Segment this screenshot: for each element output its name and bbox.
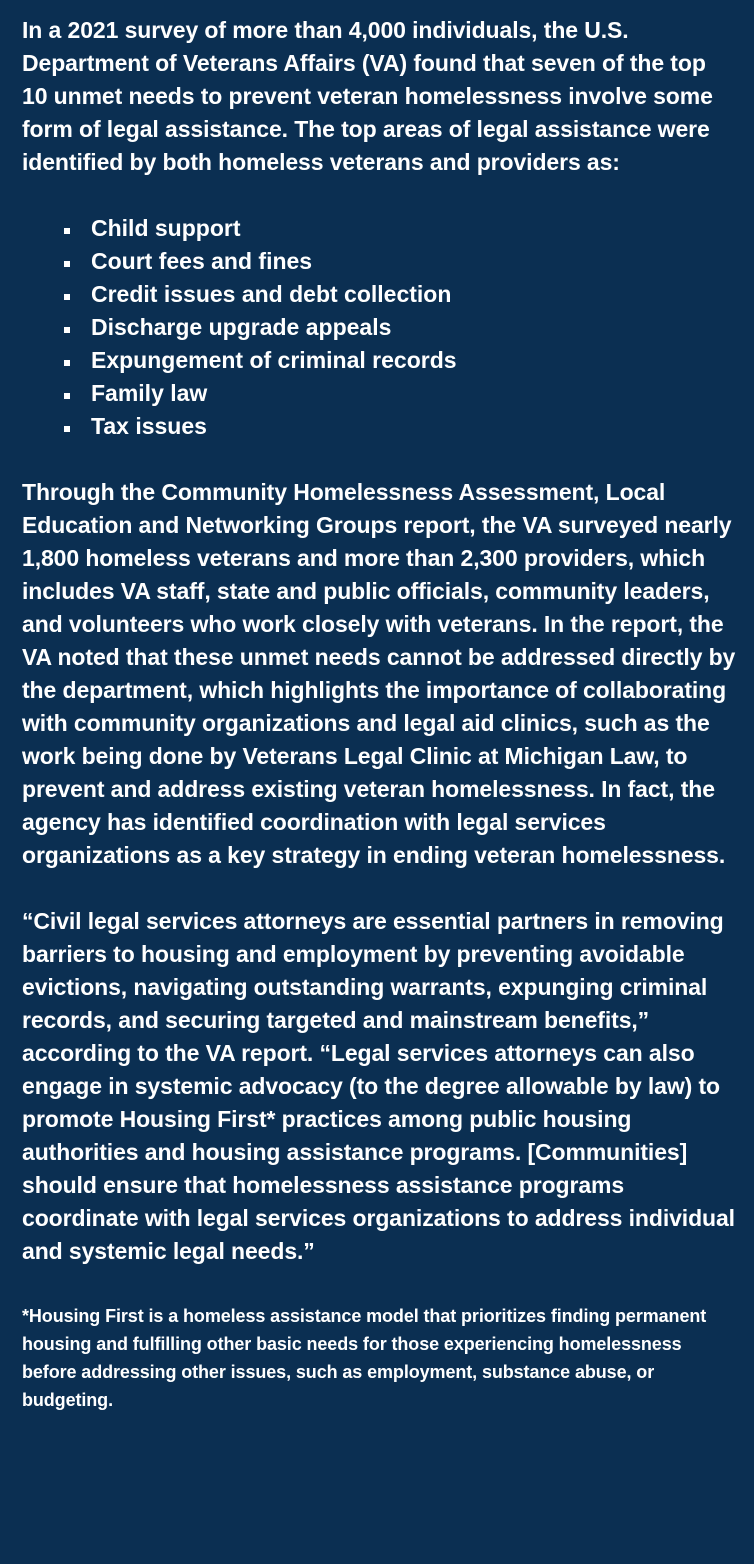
footnote: *Housing First is a homeless assistance model that prioritizes finding permanent housing and fulfilling other basic needs for those experiencing homelessness before addressing other issues, such as employment, substance abuse, or budgeting. <box>22 1306 707 1410</box>
paragraph-spacer <box>22 872 736 905</box>
intro-paragraph: In a 2021 survey of more than 4,000 individuals, the U.S. Department of Veterans Affairs (VA) found that seven of the top 10 unmet needs to prevent veteran homelessness involve some form of legal assistance. The top areas of legal assistance were identified by both homeless veterans and providers as: <box>22 17 713 175</box>
legal-needs-list <box>22 212 736 443</box>
list-item: Expungement of criminal records <box>62 344 736 377</box>
list-item: Court fees and fines <box>62 245 736 278</box>
report-paragraph: Through the Community Homelessness Assessment, Local Education and Networking Groups report, the VA surveyed nearly 1,800 homeless veterans and more than 2,300 providers, which includes VA staff, state and public officials, community leaders, and volunteers who work closely with veterans. In the report, the VA noted that these unmet needs cannot be addressed directly by the department, which highlights the importance of collaborating with community organizations and legal aid clinics, such as the work being done by Veterans Legal Clinic at Michigan Law, to prevent and address existing veteran homelessness. In fact, the agency has identified coordination with legal services organizations as a key strategy in ending veteran homelessness. <box>22 479 736 868</box>
list-item: Discharge upgrade appeals <box>62 311 736 344</box>
quote-paragraph: “Civil legal services attorneys are essential partners in removing barriers to housing and employment by preventing avoidable evictions, navigating outstanding warrants, expunging criminal records, and securing targeted and mainstream benefits,” according to the VA report. “Legal services attorneys can also engage in systemic advocacy (to the degree allowable by law) to promote Housing First* practices among public housing authorities and housing assistance programs. [Communities] should ensure that homelessness assistance programs coordinate with legal services organizations to address individual and systemic legal needs.” <box>22 908 735 1264</box>
list-item: Tax issues <box>62 410 736 443</box>
list-item: Child support <box>62 212 736 245</box>
list-item: Family law <box>62 377 736 410</box>
list-item: Credit issues and debt collection <box>62 278 736 311</box>
footnote-spacer <box>22 1268 736 1302</box>
